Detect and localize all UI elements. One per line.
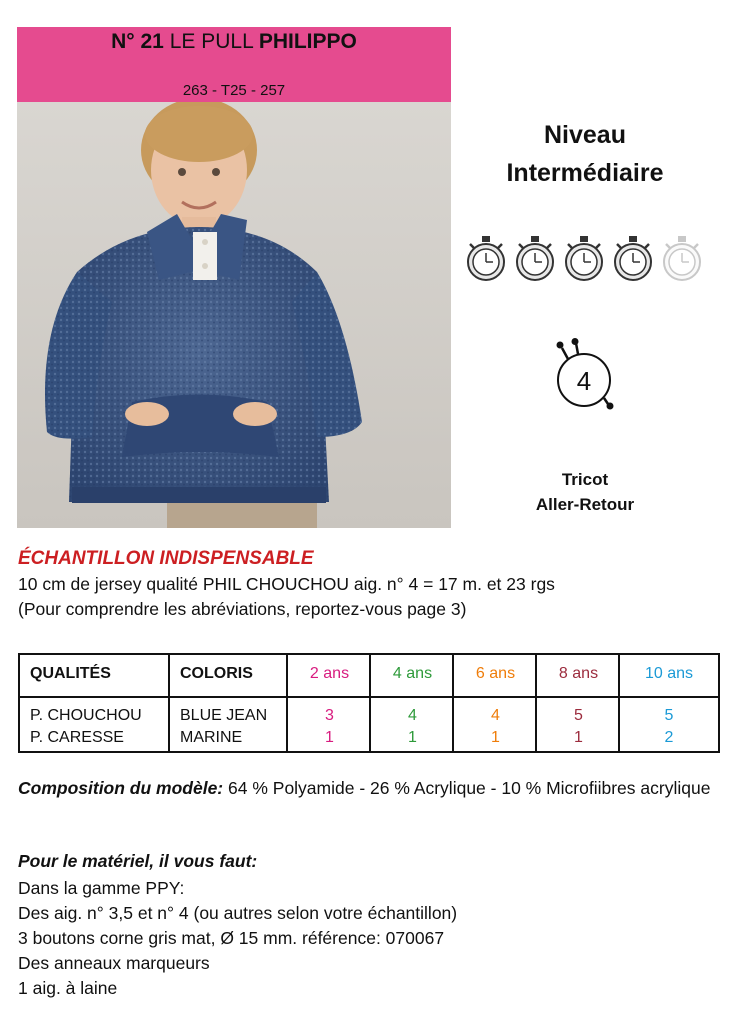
pattern-title — [17, 30, 451, 54]
gauge-note: (Pour comprendre les abréviations, reportez-vous page 3) — [18, 599, 467, 619]
row1-size-10: 5 — [664, 707, 674, 724]
materials-item: Dans la gamme PPY: — [18, 878, 185, 898]
stopwatch-icon-filled — [517, 236, 553, 280]
technique-line1: Tricot — [561, 470, 609, 489]
pattern-reference: 263 - T25 - 257 — [182, 82, 286, 99]
stopwatch-icon-filled — [615, 236, 651, 280]
row2-size-10: 2 — [664, 729, 674, 746]
pattern-title-light: LE PULL — [169, 30, 253, 53]
difficulty-rating — [462, 230, 708, 286]
header-size-10: 10 ans — [644, 665, 694, 682]
row1-size-4: 4 — [408, 707, 417, 724]
row1-size-2: 3 — [325, 707, 334, 724]
technique — [484, 467, 686, 517]
pattern-number: N° 21 — [111, 30, 164, 53]
gauge-line: 10 cm de jersey qualité PHIL CHOUCHOU aig. n° 4 = 17 m. et 23 rgs — [18, 574, 555, 594]
row2-size-8: 1 — [574, 729, 583, 746]
materials-item: Des aig. n° 3,5 et n° 4 (ou autres selon votre échantillon) — [18, 903, 458, 923]
technique-line2: Aller-Retour — [535, 495, 635, 514]
stopwatch-icon-filled — [468, 236, 504, 280]
materials-title: Pour le matériel, il vous faut: — [18, 851, 258, 871]
title-banner — [17, 27, 451, 102]
row2-size-6: 1 — [491, 729, 500, 746]
composition-text: 64 % Polyamide - 26 % Acrylique - 10 % Microfiibres acrylique — [228, 778, 711, 798]
header-size-8: 8 ans — [558, 665, 599, 682]
yarn-quantities-table — [18, 653, 720, 753]
materials-list — [18, 876, 457, 1001]
row2-size-2: 1 — [325, 729, 334, 746]
row1-size-8: 5 — [574, 707, 583, 724]
header-size-6: 6 ans — [475, 665, 516, 682]
header-size-4: 4 ans — [392, 665, 433, 682]
row2-qualite: P. CARESSE — [30, 729, 124, 746]
header-size-2: 2 ans — [309, 665, 350, 682]
row2-size-4: 1 — [408, 729, 417, 746]
composition-label: Composition du modèle: — [18, 778, 224, 798]
header-qualites: QUALITÉS — [30, 665, 111, 682]
model-photo — [17, 102, 451, 528]
header-coloris: COLORIS — [180, 665, 253, 682]
difficulty-level — [464, 116, 706, 192]
stopwatch-icon-empty — [664, 236, 700, 280]
row1-qualite: P. CHOUCHOU — [30, 707, 142, 724]
child-sweater-illustration — [17, 102, 451, 528]
row1-size-6: 4 — [491, 707, 500, 724]
needle-size-icon — [548, 338, 620, 410]
needle-size-value: 4 — [576, 366, 592, 396]
pattern-title-bold: PHILIPPO — [258, 30, 357, 53]
level-value: Intermédiaire — [506, 159, 664, 187]
materials-item: Des anneaux marqueurs — [18, 953, 210, 973]
gauge-text — [18, 572, 555, 622]
stopwatch-icon-filled — [566, 236, 602, 280]
materials-item: 3 boutons corne gris mat, Ø 15 mm. référence: 070067 — [18, 928, 445, 948]
materials-item: 1 aig. à laine — [18, 978, 118, 998]
row2-coloris: MARINE — [180, 729, 243, 746]
row1-coloris: BLUE JEAN — [180, 707, 268, 724]
level-label: Niveau — [544, 121, 626, 149]
composition — [18, 776, 720, 801]
gauge-title: ÉCHANTILLON INDISPENSABLE — [18, 548, 314, 569]
